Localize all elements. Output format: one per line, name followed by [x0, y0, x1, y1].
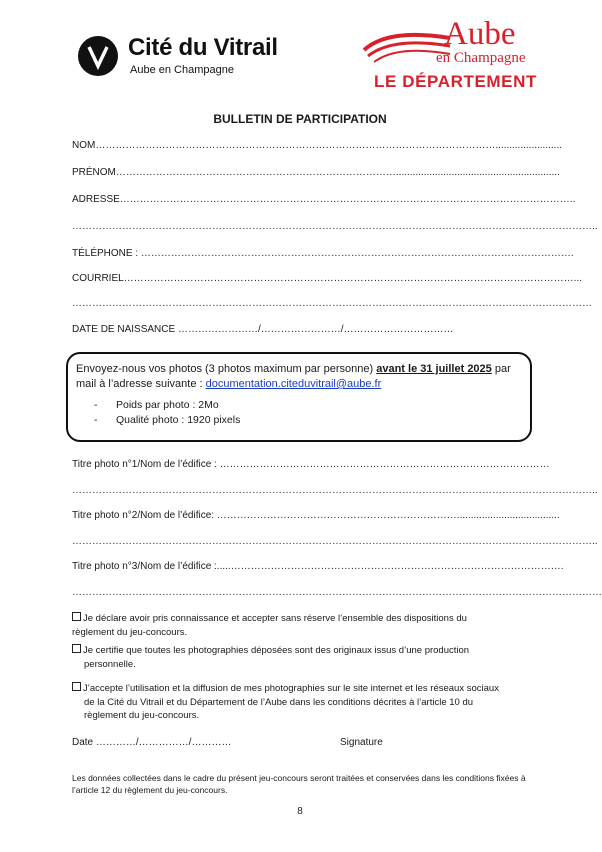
field-courriel[interactable]: COURRIEL………………………………………………………………………………………………………………………...: [72, 273, 583, 284]
cite-du-vitrail-logo: [78, 34, 278, 84]
checkbox-diffusion[interactable]: [72, 682, 81, 691]
field-titre-photo-2[interactable]: Titre photo n°2/Nom de l’édifice: ……………………………………………………………….....................................: [72, 510, 560, 521]
info-line-1: Envoyez-nous vos photos (3 photos maximum par personne) avant le 31 juillet 2025 par: [76, 363, 511, 375]
cdv-logo-subtitle: Aube en Champagne: [130, 64, 234, 76]
field-prenom[interactable]: PRÉNOM…………………………………………………………………………...........................................................: [72, 167, 560, 178]
declaration-reglement: Je déclare avoir pris connaissance et accepter sans réserve l’ensemble des dispositions du règlement du jeu-concours.: [72, 613, 467, 638]
document-title: BULLETIN DE PARTICIPATION: [213, 112, 387, 126]
email-link[interactable]: documentation.citeduvitrail@aube.fr: [205, 378, 382, 390]
aube-logo-name: Aube: [444, 16, 516, 52]
checkbox-originaux[interactable]: [72, 644, 81, 653]
field-titre-photo-3-cont[interactable]: ……………………………………………………………………………………………………………………………………………: [72, 587, 602, 598]
bullet-quality: - Qualité photo : 1920 pixels: [94, 414, 241, 426]
declaration-originaux: Je certifie que toutes les photographies déposées sont des originaux issus d’une production personnelle.: [72, 644, 528, 671]
field-titre-photo-1-cont[interactable]: …………………………………………………………………………………………………………………………………………..: [72, 485, 598, 496]
field-titre-photo-2-cont[interactable]: …………………………………………………………………………………………………………………………………………..: [72, 536, 598, 547]
field-titre-photo-1[interactable]: Titre photo n°1/Nom de l’édifice : ………………………………………………………………………………………: [72, 459, 550, 470]
info-box-text: [76, 362, 526, 428]
field-courriel-cont[interactable]: …………………………………………………………………………………………………………………………………………: [72, 298, 592, 309]
footer-note: Les données collectées dans le cadre du présent jeu-concours seront traitées et conservées dans les conditions fixées à l’article 12 du règlement du jeu-concours.: [72, 773, 526, 795]
field-adresse[interactable]: ADRESSE………………………………………………………………………………………………………………………..: [72, 194, 576, 205]
bullet-weight: - Poids par photo : 2Mo: [94, 399, 219, 411]
page-number: 8: [297, 806, 303, 817]
checkbox-reglement[interactable]: [72, 612, 81, 621]
aube-logo-subtitle: en Champagne: [436, 50, 526, 66]
declaration-diffusion: J’accepte l’utilisation et la diffusion de mes photographies sur le site internet et les réseaux sociaux de la Cité du Vitrail et du Département de l’Aube dans les conditions décrites à l’article 10 du règlement du jeu-concours.: [72, 682, 528, 723]
field-date[interactable]: Date …………/……………/…………: [72, 737, 232, 748]
aube-departement-logo: [362, 16, 537, 100]
field-titre-photo-3[interactable]: Titre photo n°3/Nom de l’édifice :.....……………………………………………………………………………………….: [72, 561, 564, 572]
info-line-2: mail à l’adresse suivante : documentation.citeduvitrail@aube.fr: [76, 378, 382, 390]
field-nom[interactable]: NOM…………………………………………………………………………………………………………........................: [72, 140, 563, 151]
signature-label: Signature: [340, 737, 383, 748]
field-adresse-cont[interactable]: …………………………………………………………………………………………………………………………………………..: [72, 221, 598, 232]
field-telephone[interactable]: TÉLÉPHONE : ………………………………………………………………………………………………………………….: [72, 248, 574, 259]
cdv-logo-name: Cité du Vitrail: [128, 34, 278, 61]
field-date-naissance[interactable]: DATE DE NAISSANCE ……………………/……………………/……………………………: [72, 324, 454, 335]
vitrail-v-icon: [78, 36, 118, 76]
aube-logo-department: LE DÉPARTEMENT: [374, 72, 537, 91]
deadline-text: avant le 31 juillet 2025: [376, 363, 492, 375]
